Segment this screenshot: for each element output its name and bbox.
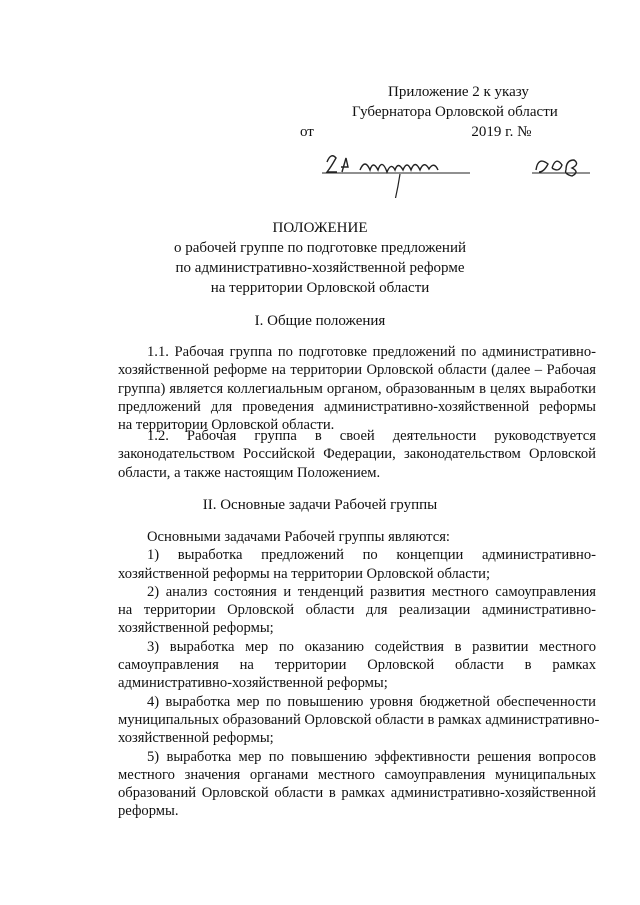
document-subtitle-line: о рабочей группе по подготовке предложений [173, 240, 467, 256]
text-line: Основными задачами Рабочей группы являются: [147, 529, 450, 545]
svg-text:24 апреля: 24 апреля [346, 170, 351, 171]
date-prefix: от [300, 124, 314, 140]
text-line: на территории Орловской области для реализации административно- [118, 602, 596, 619]
document-subtitle-line: по административно-хозяйственной реформе [175, 260, 465, 276]
text-line: 2) анализ состояния и тенденций развития местного самоуправления [147, 583, 596, 600]
text-line: предложений для проведения административно-хозяйственной реформы [118, 398, 596, 415]
document-title: ПОЛОЖЕНИЕ [272, 220, 368, 236]
text-line: области, а также настоящим Положением. [118, 464, 381, 481]
handwritten-date-signature [300, 118, 600, 198]
appendix-line-2: Губернатора Орловской области [352, 104, 558, 120]
text-line: 3) выработка мер по оказанию содействия в развитии местного [147, 638, 596, 655]
document-subtitle-line: на территории Орловской области [210, 280, 430, 296]
text-line: административно-хозяйственной реформы; [118, 675, 388, 692]
text-line: законодательством Российской Федерации, законодательством Орловской [118, 446, 596, 463]
clause-1-1 [118, 343, 596, 434]
text-line: 1) выработка предложений по концепции административно- [147, 547, 596, 564]
text-line: хозяйственной реформы; [118, 620, 274, 637]
text-line: группа) является коллегиальным органом, образованным в целях выработки [118, 380, 596, 397]
section-1-heading: I. Общие положения [254, 313, 386, 329]
section-2-body [118, 528, 600, 821]
text-line: 1.2. Рабочая группа в своей деятельности руководствуется [147, 428, 596, 444]
text-line: 5) выработка мер по повышению эффективности решения вопросов [147, 748, 596, 765]
text-line: 4) выработка мер по повышению уровня бюджетной обеспеченности [147, 693, 596, 710]
text-line: хозяйственной реформе на территории Орловской области (далее – Рабочая [118, 362, 596, 379]
text-line: самоуправления на территории Орловской области в рамках [118, 657, 596, 674]
year-number-label: 2019 г. № [471, 124, 532, 140]
document-title-block [118, 218, 522, 298]
appendix-line-1: Приложение 2 к указу [388, 84, 529, 100]
text-line: хозяйственной реформы; [118, 730, 274, 747]
text-line: на территории Орловской области. [118, 417, 335, 434]
text-line: хозяйственной реформы на территории Орловской области; [118, 565, 490, 582]
section-2-heading: II. Основные задачи Рабочей группы [202, 497, 438, 513]
svg-text:208: 208 [540, 170, 542, 171]
text-line: реформы. [118, 803, 179, 820]
clause-1-2 [118, 427, 596, 482]
text-line: муниципальных образований Орловской области в рамках административно- [118, 711, 600, 728]
text-line: местного значения органами местного самоуправления муниципальных [118, 766, 596, 783]
text-line: образований Орловской области в рамках административно-хозяйственной [118, 785, 596, 802]
text-line: 1.1. Рабочая группа по подготовке предложений по административно- [147, 344, 596, 360]
